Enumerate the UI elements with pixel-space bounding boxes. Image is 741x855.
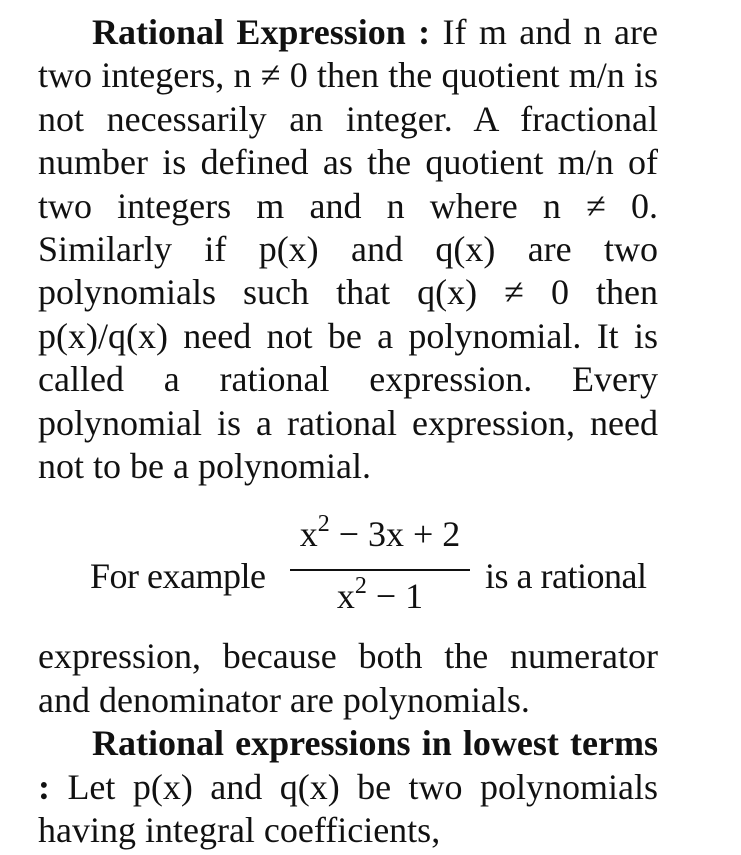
fraction-numerator xyxy=(290,513,470,555)
example-fraction xyxy=(290,505,470,635)
numerator-rest: − 3x + 2 xyxy=(329,514,461,555)
fraction-denominator xyxy=(290,575,470,617)
numerator-exponent: 2 xyxy=(317,511,330,538)
rational-expression-paragraph xyxy=(38,11,658,488)
denominator-base: x xyxy=(336,576,355,617)
denominator-exponent: 2 xyxy=(354,573,367,600)
example-lead-text: For example xyxy=(90,556,266,597)
numerator-base: x xyxy=(299,514,318,555)
lowest-terms-body: Let p(x) and q(x) be two polynomials having integral coefficients, xyxy=(38,766,658,851)
lowest-terms-paragraph xyxy=(38,722,658,852)
rational-expression-heading: Rational Expression : xyxy=(92,12,431,52)
textbook-page xyxy=(38,0,658,853)
fraction-bar xyxy=(290,569,470,571)
lowest-terms-heading: Rational expressions in lowest terms : xyxy=(38,723,658,807)
rational-expression-body: If m and n are two integers, n ≠ 0 then the quotient m/n is not necessarily an integer. A fractional number is defined as the quotient m/n of two integers m and n where n ≠ 0. Similarly if p(x) and q(x) are two polynomials such that q(x) ≠ 0 then p(x)/q(x) need not be a polynomial. It is called a rational expression. Every polynomial is a rational expression, need not to be a polynomial. xyxy=(38,12,658,487)
example-continuation-paragraph: expression, because both the numerator and denominator are polynomials. xyxy=(38,636,658,720)
example-block xyxy=(38,505,658,635)
denominator-rest: − 1 xyxy=(366,576,424,617)
example-tail-text: is a rational xyxy=(485,556,647,597)
